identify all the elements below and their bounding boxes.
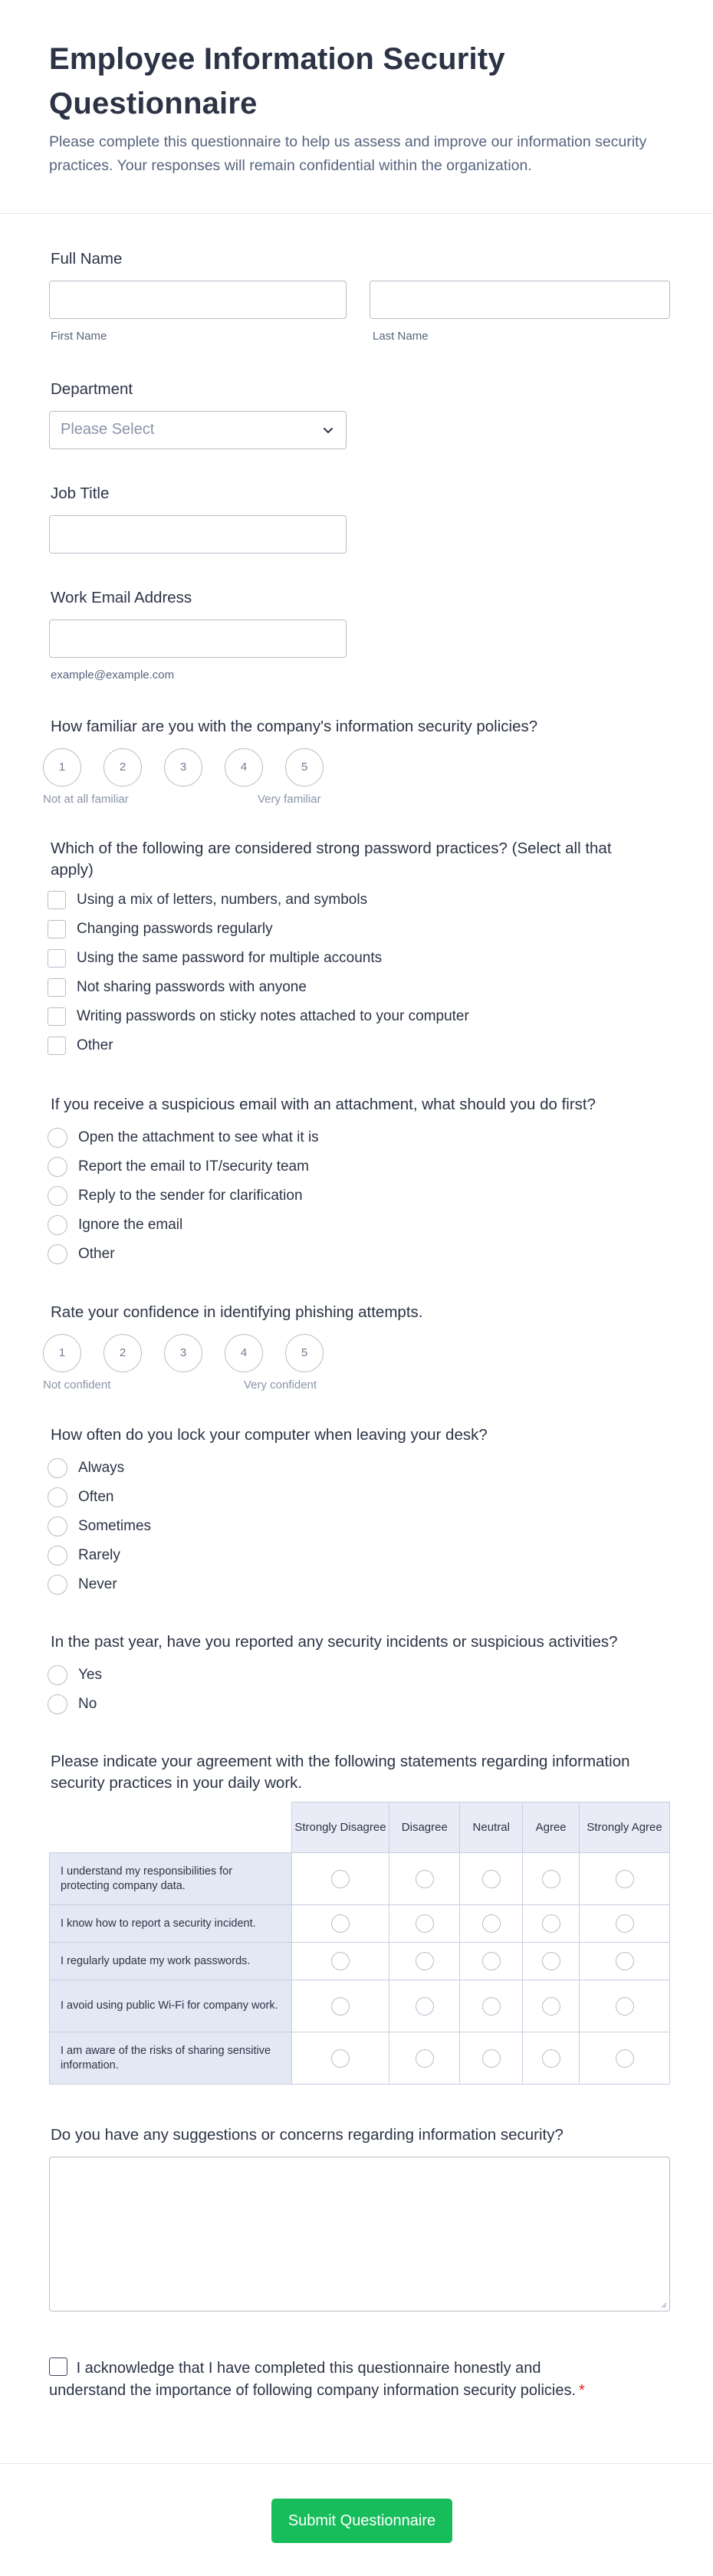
matrix-radio[interactable] [542,1870,560,1888]
radio-option[interactable] [48,1693,97,1716]
matrix-column-header: Strongly Agree [580,1802,670,1853]
familiarity-low-label: Not at all familiar [43,793,129,806]
radio-label: Yes [78,1667,102,1683]
matrix-radio[interactable] [416,1997,434,2016]
matrix-row-label: I avoid using public Wi-Fi for company work. [50,1980,292,2032]
matrix-radio[interactable] [331,1914,350,1933]
form-footer [0,2463,713,2576]
familiarity-option-3[interactable]: 3 [164,748,202,787]
radio-option[interactable] [48,1214,182,1237]
chevron-down-icon [321,423,335,437]
radio-option[interactable] [48,1457,124,1480]
confidence-high-label: Very confident [244,1378,317,1392]
matrix-column-header: Agree [523,1802,580,1853]
department-label: Department [51,380,133,398]
checkbox-option[interactable] [48,947,382,970]
checkbox-label: Changing passwords regularly [77,921,273,937]
page-description: Please complete this questionnaire to help us assess and improve our information security practices. Your responses will remain confidential within the organization. [49,133,647,174]
resize-grip-icon[interactable] [659,2301,667,2308]
matrix-radio[interactable] [331,1997,350,2016]
radio[interactable] [48,1487,67,1507]
matrix-radio[interactable] [331,2049,350,2068]
checkbox-label: Other [77,1037,113,1053]
matrix-column-header: Strongly Disagree [291,1802,389,1853]
department-placeholder: Please Select [61,421,155,438]
radio-option[interactable] [48,1243,115,1266]
matrix-radio[interactable] [482,1952,501,1970]
matrix-row-label: I know how to report a security incident. [50,1905,292,1943]
checkbox-option[interactable] [48,918,273,941]
radio[interactable] [48,1157,67,1177]
password-practices-question: Which of the following are considered strong password practices? (Select all that apply) [51,840,612,879]
matrix-radio[interactable] [616,1914,634,1933]
radio-label: Other [78,1246,115,1262]
radio-label: Open the attachment to see what it is [78,1129,319,1145]
agreement-matrix-question: Please indicate your agreement with the following statements regarding information security practices in your daily work. [51,1753,630,1792]
radio-label: Ignore the email [78,1217,183,1233]
checkbox[interactable] [48,1037,66,1055]
radio-option[interactable] [48,1126,319,1149]
confidence-option-2[interactable]: 2 [104,1334,142,1372]
acknowledgement-text: I acknowledge that I have completed this questionnaire honestly and understand the importance of following company information security policies. [49,2360,577,2399]
matrix-radio[interactable] [416,1952,434,1970]
confidence-option-4[interactable]: 4 [225,1334,263,1372]
work-email-label: Work Email Address [51,589,192,606]
last-name-input[interactable] [370,281,670,319]
checkbox-option[interactable] [48,976,307,999]
radio-label: Report the email to IT/security team [78,1158,309,1175]
checkbox-label: Using a mix of letters, numbers, and symbols [77,892,368,908]
radio-label: Never [78,1576,117,1592]
radio-label: Sometimes [78,1518,152,1534]
checkbox-label: Writing passwords on sticky notes attached to your computer [77,1008,469,1024]
matrix-radio[interactable] [331,1870,350,1888]
full-name-label: Full Name [51,250,123,268]
matrix-radio[interactable] [616,2049,634,2068]
radio[interactable] [48,1575,67,1595]
acknowledgement-checkbox[interactable] [49,2358,67,2376]
radio[interactable] [48,1665,67,1685]
suggestions-textarea[interactable] [49,2157,670,2312]
radio[interactable] [48,1186,67,1206]
matrix-row-label: I am aware of the risks of sharing sensitive information. [50,2032,292,2085]
lock-computer-question: How often do you lock your computer when leaving your desk? [51,1426,488,1444]
matrix-radio[interactable] [416,1870,434,1888]
matrix-radio[interactable] [416,1914,434,1933]
radio[interactable] [48,1244,67,1264]
checkbox-option[interactable] [48,889,367,912]
matrix-radio[interactable] [616,1952,634,1970]
matrix-row-label: I regularly update my work passwords. [50,1943,292,1980]
acknowledgement [49,2358,601,2402]
matrix-radio[interactable] [482,1997,501,2016]
radio-label: Rarely [78,1547,120,1563]
first-name-sublabel: First Name [51,330,107,343]
radio[interactable] [48,1128,67,1148]
matrix-radio[interactable] [542,1914,560,1933]
radio-option[interactable] [48,1515,151,1538]
checkbox[interactable] [48,978,66,997]
work-email-sublabel: example@example.com [51,669,175,682]
radio-option[interactable] [48,1486,113,1509]
radio-label: No [78,1696,97,1712]
matrix-row-label: I understand my responsibilities for protecting company data. [50,1853,292,1905]
matrix-radio[interactable] [542,2049,560,2068]
page-title: Employee Information Security Questionnaire [49,42,505,120]
radio-label: Reply to the sender for clarification [78,1188,303,1204]
matrix-column-header: Disagree [389,1802,460,1853]
agreement-matrix [49,1802,670,2085]
familiarity-option-2[interactable]: 2 [104,748,142,787]
checkbox[interactable] [48,920,66,938]
checkbox-option[interactable] [48,1005,469,1028]
confidence-low-label: Not confident [43,1378,111,1392]
matrix-radio[interactable] [482,2049,501,2068]
matrix-radio[interactable] [616,1997,634,2016]
matrix-radio[interactable] [616,1870,634,1888]
matrix-radio[interactable] [542,1952,560,1970]
suspicious-email-question: If you receive a suspicious email with an attachment, what should you do first? [51,1096,596,1113]
radio[interactable] [48,1215,67,1235]
radio-option[interactable] [48,1184,303,1208]
radio-option[interactable] [48,1573,117,1596]
department-select[interactable] [49,411,347,449]
radio-label: Often [78,1489,114,1505]
familiarity-high-label: Very familiar [258,793,321,806]
checkbox-label: Using the same password for multiple accounts [77,950,383,966]
radio[interactable] [48,1694,67,1714]
familiarity-option-1[interactable]: 1 [43,748,81,787]
last-name-sublabel: Last Name [373,330,429,343]
radio[interactable] [48,1546,67,1566]
checkbox-label: Not sharing passwords with anyone [77,979,307,995]
radio-label: Always [78,1460,125,1476]
checkbox-option[interactable] [48,1034,113,1057]
matrix-corner [50,1802,292,1853]
matrix-radio[interactable] [331,1952,350,1970]
radio[interactable] [48,1516,67,1536]
work-email-input[interactable] [49,619,347,658]
required-mark: * [579,2382,585,2399]
checkbox[interactable] [48,1007,66,1026]
matrix-radio[interactable] [416,2049,434,2068]
familiarity-question: How familiar are you with the company's information security policies? [51,718,538,735]
checkbox[interactable] [48,891,66,909]
reported-incidents-question: In the past year, have you reported any security incidents or suspicious activities? [51,1633,618,1651]
familiarity-option-4[interactable]: 4 [225,748,263,787]
confidence-option-1[interactable]: 1 [43,1334,81,1372]
job-title-label: Job Title [51,485,110,502]
radio-option[interactable] [48,1544,120,1567]
matrix-radio[interactable] [482,1870,501,1888]
form-header [0,0,713,214]
checkbox[interactable] [48,949,66,968]
matrix-radio[interactable] [542,1997,560,2016]
radio-option[interactable] [48,1664,102,1687]
job-title-input[interactable] [49,515,347,554]
phishing-confidence-question: Rate your confidence in identifying phishing attempts. [51,1303,423,1321]
submit-button[interactable]: Submit Questionnaire [271,2499,452,2543]
suggestions-question: Do you have any suggestions or concerns regarding information security? [51,2126,564,2144]
matrix-radio[interactable] [482,1914,501,1933]
matrix-column-header: Neutral [460,1802,523,1853]
radio-option[interactable] [48,1155,309,1178]
confidence-option-3[interactable]: 3 [164,1334,202,1372]
confidence-option-5[interactable]: 5 [285,1334,324,1372]
familiarity-option-5[interactable]: 5 [285,748,324,787]
radio[interactable] [48,1458,67,1478]
first-name-input[interactable] [49,281,347,319]
